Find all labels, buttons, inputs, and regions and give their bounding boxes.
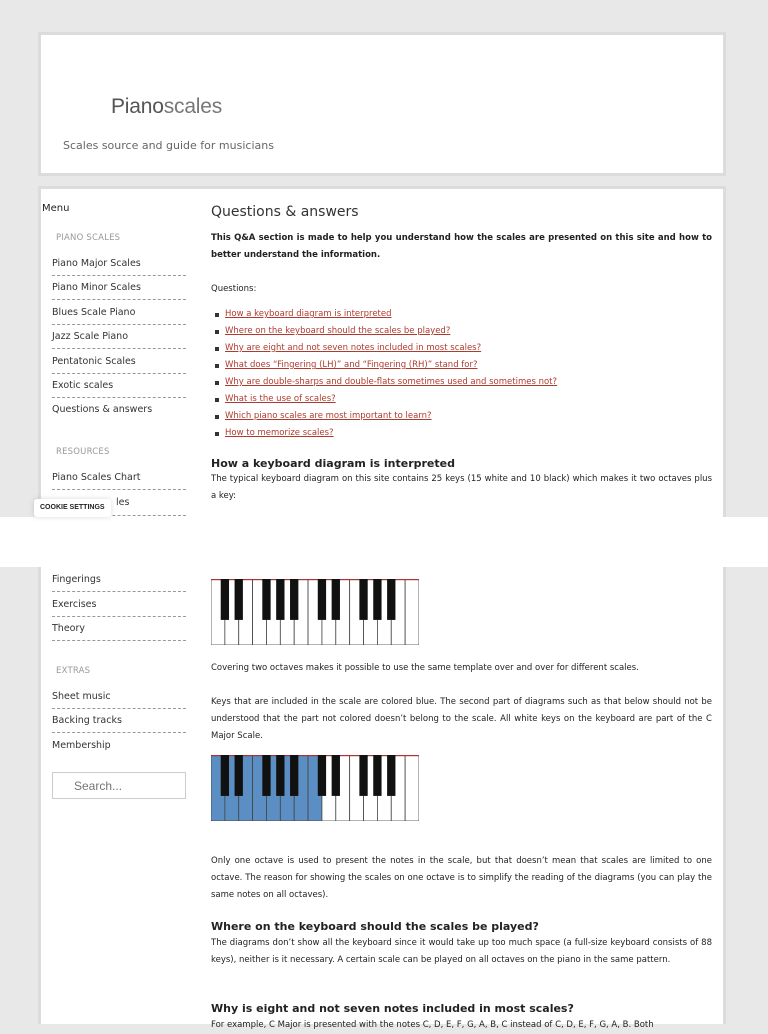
black-key <box>387 579 395 620</box>
black-key <box>373 579 381 620</box>
black-key <box>276 579 284 620</box>
question-link[interactable]: Why are double-sharps and double-flats sometimes used and sometimes not? <box>225 377 558 387</box>
page-title: Questions & answers <box>211 204 359 220</box>
sidebar-item-fingerings[interactable]: Fingerings <box>52 572 186 592</box>
black-key <box>359 755 367 796</box>
question-link[interactable]: Why are eight and not seven notes included in most scales? <box>225 343 482 353</box>
list-item <box>211 408 557 425</box>
list-item <box>211 306 557 323</box>
black-key <box>235 579 243 620</box>
sidebar-item-questions-answers[interactable]: Questions & answers <box>52 404 153 415</box>
black-key <box>318 579 326 620</box>
black-key <box>235 755 243 796</box>
black-key <box>359 579 367 620</box>
sidebar-item-blues-scale-piano[interactable]: Blues Scale Piano <box>52 305 186 325</box>
menu-label[interactable]: Menu <box>42 203 70 214</box>
sidebar-heading-extras: EXTRAS <box>56 666 91 676</box>
question-link[interactable]: Which piano scales are most important to learn? <box>225 411 432 421</box>
black-key <box>290 579 298 620</box>
section-paragraph: The typical keyboard diagram on this site contains 25 keys (15 white and 10 black) which makes it two octaves plus a key: <box>211 474 712 501</box>
search-input[interactable] <box>52 772 186 799</box>
black-key <box>262 755 270 796</box>
section-paragraph: For example, C Major is presented with the notes C, D, E, F, G, A, B, C instead of C, D, E, F, G, A, B. Both <box>211 1020 654 1030</box>
white-key <box>405 755 419 821</box>
section-heading-eight-notes: Why is eight and not seven notes included in most scales? <box>211 1002 574 1015</box>
sidebar-heading-piano-scales: PIANO SCALES <box>56 233 121 243</box>
sidebar-item-piano-minor-scales[interactable]: Piano Minor Scales <box>52 280 186 300</box>
keyboard-diagram-plain <box>211 579 419 645</box>
black-key <box>221 579 229 620</box>
question-link[interactable]: How to memorize scales? <box>225 428 334 438</box>
questions-label: Questions: <box>211 284 257 294</box>
site-title[interactable] <box>111 95 222 119</box>
black-key <box>332 579 340 620</box>
site-title-part1: Piano <box>111 95 164 118</box>
list-item <box>211 323 557 340</box>
list-item <box>211 357 557 374</box>
black-key <box>373 755 381 796</box>
section-heading-keyboard-diagram: How a keyboard diagram is interpreted <box>211 457 455 470</box>
sidebar-item-sheet-music[interactable]: Sheet music <box>52 689 186 709</box>
question-link[interactable]: How a keyboard diagram is interpreted <box>225 309 392 319</box>
intro-text: This Q&A section is made to help you understand how the scales are presented on this site and how to better understand the information. <box>211 233 712 260</box>
question-link[interactable]: What is the use of scales? <box>225 394 336 404</box>
section-paragraph: Keys that are included in the scale are colored blue. The second part of diagrams such as that below should not be understood that the part not colored doesn’t belong to the scale. All white keys on the keyboard are part of the C Major Scale. <box>211 697 712 741</box>
question-link[interactable]: What does “Fingering (LH)” and “Fingering (RH)” stand for? <box>225 360 478 370</box>
keyboard-diagram-c-major <box>211 755 419 821</box>
sidebar-item-theory[interactable]: Theory <box>52 621 186 641</box>
sidebar-item-exercises[interactable]: Exercises <box>52 597 186 617</box>
questions-list <box>211 306 557 442</box>
section-paragraph: Only one octave is used to present the notes in the scale, but that doesn’t mean that scales are limited to one octave. The reason for showing the scales on one octave is to simplify the reading of the diagrams (you can play the same notes on all octaves). <box>211 856 712 900</box>
list-item <box>211 374 557 391</box>
viewport-gap <box>0 517 768 567</box>
sidebar-item-piano-major-scales[interactable]: Piano Major Scales <box>52 256 186 276</box>
sidebar-heading-resources: RESOURCES <box>56 447 110 457</box>
sidebar-item-jazz-scale-piano[interactable]: Jazz Scale Piano <box>52 329 186 349</box>
question-link[interactable]: Where on the keyboard should the scales be played? <box>225 326 451 336</box>
black-key <box>262 579 270 620</box>
section-paragraph: Covering two octaves makes it possible to use the same template over and over for different scales. <box>211 663 639 673</box>
list-item <box>211 391 557 408</box>
site-title-part2: scales <box>163 95 223 118</box>
sidebar-item-membership[interactable]: Membership <box>52 740 111 751</box>
black-key <box>387 755 395 796</box>
list-item <box>211 425 557 442</box>
cookie-settings-button[interactable]: COOKIE SETTINGS <box>34 499 111 517</box>
black-key <box>318 755 326 796</box>
site-header <box>38 32 726 176</box>
sidebar-item-exotic-scales[interactable]: Exotic scales <box>52 378 186 398</box>
black-key <box>290 755 298 796</box>
black-key <box>276 755 284 796</box>
section-heading-where-to-play: Where on the keyboard should the scales be played? <box>211 920 539 933</box>
sidebar-item-backing-tracks[interactable]: Backing tracks <box>52 713 186 733</box>
black-key <box>332 755 340 796</box>
sidebar-item-partial[interactable]: les <box>52 495 186 516</box>
section-paragraph: The diagrams don’t show all the keyboard since it would take up too much space (a full-size keyboard consists of 88 keys), neither is it necessary. A certain scale can be played on all octaves on the piano in the same pattern. <box>211 938 712 965</box>
black-key <box>221 755 229 796</box>
sidebar-item-pentatonic-scales[interactable]: Pentatonic Scales <box>52 354 186 374</box>
list-item <box>211 340 557 357</box>
white-key <box>405 579 419 645</box>
site-tagline: Scales source and guide for musicians <box>63 139 274 152</box>
sidebar-item-piano-scales-chart[interactable]: Piano Scales Chart <box>52 470 186 490</box>
